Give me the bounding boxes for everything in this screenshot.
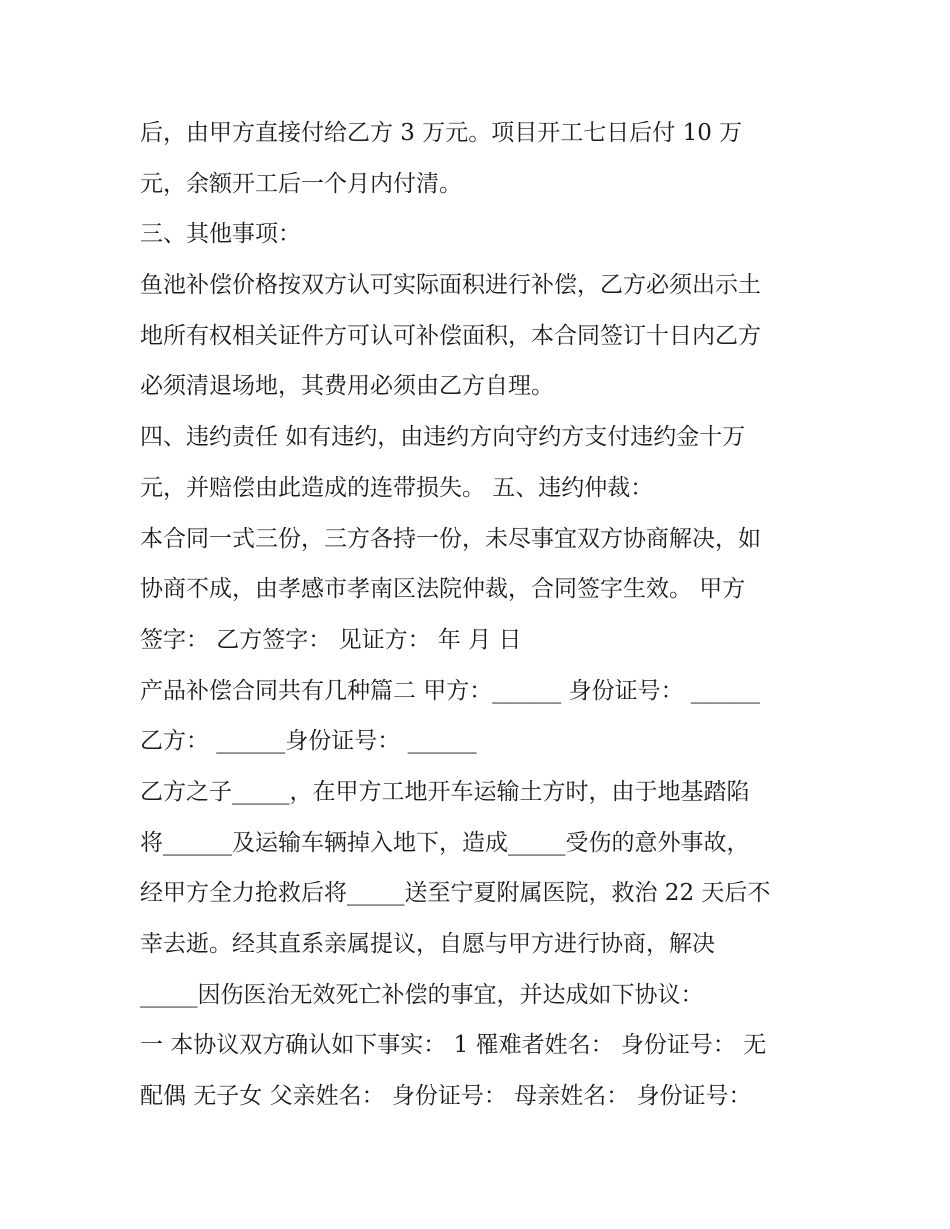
text-line: 协商不成，由孝感市孝南区法院仲裁，合同签字生效。 甲方 bbox=[140, 576, 746, 603]
text-line: 乙方之子_____，在甲方工地开车运输土方时，由于地基踏陷 bbox=[140, 778, 750, 805]
text-line: 配偶 无子女 父亲姓名： 身份证号： 母亲姓名： 身份证号： bbox=[140, 1083, 752, 1110]
text-line: 产品补偿合同共有几种篇二 甲方：______ 身份证号： ______ bbox=[140, 677, 760, 704]
signature-line: 签字： 乙方签字： 见证方： 年 月 日 bbox=[140, 626, 522, 653]
text-line: 将______及运输车辆掉入地下，造成_____受伤的意外事故， bbox=[140, 829, 750, 856]
text-line: 必须清退场地，其费用必须由乙方自理。 bbox=[140, 373, 554, 400]
document-body bbox=[140, 108, 820, 1122]
text-line: 地所有权相关证件方可认可补偿面积，本合同签订十日内乙方 bbox=[140, 322, 761, 349]
text-line: 鱼池补偿价格按双方认可实际面积进行补偿，乙方必须出示土 bbox=[140, 272, 761, 299]
text-line: 本合同一式三份，三方各持一份，未尽事宜双方协商解决，如 bbox=[140, 525, 761, 552]
text-line: 幸去逝。经其直系亲属提议，自愿与甲方进行协商，解决 bbox=[140, 931, 715, 957]
text-line: 后，由甲方直接付给乙方 3 万元。项目开工七日后付 10 万 bbox=[140, 120, 743, 146]
text-line: 元，余额开工后一个月内付清。 bbox=[140, 170, 462, 197]
text-line: 四、违约责任 如有违约，由违约方向守约方支付违约金十万 bbox=[140, 424, 746, 451]
text-line: 乙方： ______身份证号： ______ bbox=[140, 728, 477, 755]
text-line: 元，并赔偿由此造成的连带损失。 五、违约仲裁： bbox=[140, 474, 654, 501]
text-line: _____因伤医治无效死亡补偿的事宜，并达成如下协议： bbox=[140, 981, 704, 1008]
text-line: 经甲方全力抢救后将_____送至宁夏附属医院，救治 22 天后不 bbox=[140, 880, 771, 907]
text-line: 一 本协议双方确认如下事实： 1 罹难者姓名： 身份证号： 无 bbox=[140, 1032, 767, 1059]
section-heading: 三、其他事项： bbox=[140, 221, 301, 248]
